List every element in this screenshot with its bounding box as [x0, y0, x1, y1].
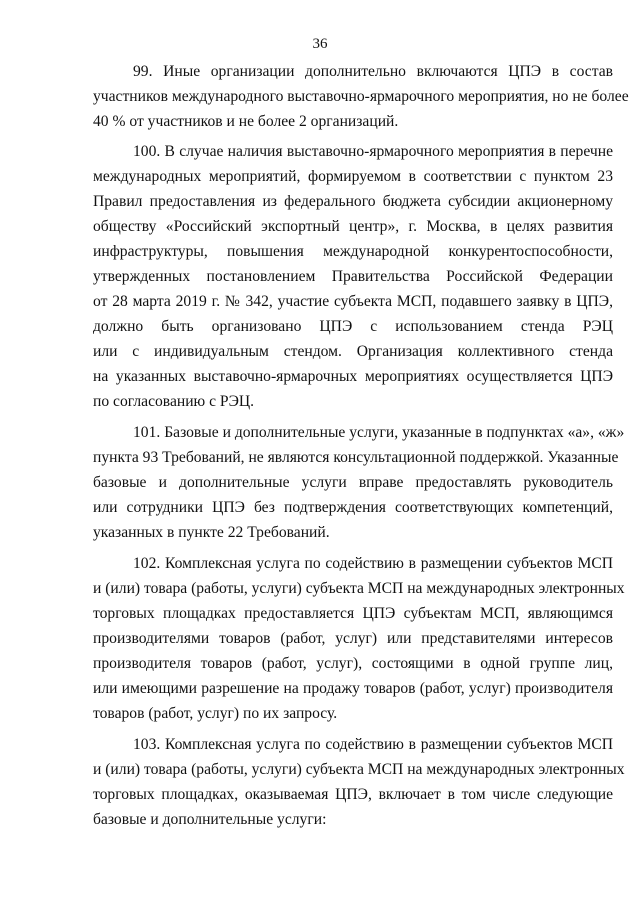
paragraph-100-line-9: или с индивидуальным стендом. Организация коллективного стенда — [93, 343, 613, 360]
paragraph-101-line-1: 101. Базовые и дополнительные услуги, указанные в подпунктах «а», «ж» — [133, 424, 625, 441]
paragraph-100-line-8: должно быть организовано ЦПЭ с использованием стенда РЭЦ — [93, 318, 613, 335]
paragraph-99-line-3: 40 % от участников и не более 2 организаций. — [93, 113, 399, 130]
paragraph-102-line-1: 102. Комплексная услуга по содействию в размещении субъектов МСП — [133, 555, 613, 572]
paragraph-101-line-3: базовые и дополнительные услуги вправе предоставлять руководитель — [93, 474, 613, 491]
paragraph-101-line-2: пункта 93 Требований, не являются консультационной поддержкой. Указанные — [93, 449, 619, 466]
paragraph-102-line-3: торговых площадках предоставляется ЦПЭ субъектам МСП, являющимся — [93, 605, 613, 622]
paragraph-99-line-2: участников международного выставочно-ярмарочного мероприятия, но не более — [93, 88, 629, 105]
paragraph-102-line-5: производителя товаров (работ, услуг), состоящими в одной группе лиц, — [93, 655, 613, 672]
paragraph-100-line-6: утвержденных постановлением Правительства Российской Федерации — [93, 268, 613, 285]
paragraph-102-line-6: или имеющими разрешение на продажу товаров (работ, услуг) производителя — [93, 680, 613, 697]
paragraph-99-line-1: 99. Иные организации дополнительно включаются ЦПЭ в состав — [133, 63, 613, 80]
paragraph-100-line-10: на указанных выставочно-ярмарочных мероприятиях осуществляется ЦПЭ — [93, 368, 613, 385]
paragraph-100-line-7: от 28 марта 2019 г. № 342, участие субъекта МСП, подавшего заявку в ЦПЭ, — [93, 293, 613, 310]
paragraph-100-line-4: обществу «Российский экспортный центр», г. Москва, в целях развития — [93, 218, 613, 235]
paragraph-100-line-1: 100. В случае наличия выставочно-ярмарочного мероприятия в перечне — [133, 143, 613, 160]
paragraph-102-line-4: производителями товаров (работ, услуг) или представителями интересов — [93, 630, 613, 647]
paragraph-103-line-1: 103. Комплексная услуга по содействию в размещении субъектов МСП — [133, 736, 613, 753]
paragraph-102-line-7: товаров (работ, услуг) по их запросу. — [93, 705, 338, 722]
paragraph-100-line-3: Правил предоставления из федерального бюджета субсидии акционерному — [93, 193, 613, 210]
paragraph-103-line-4: базовые и дополнительные услуги: — [93, 811, 327, 828]
paragraph-103-line-3: торговых площадках, оказываемая ЦПЭ, включает в том числе следующие — [93, 786, 613, 803]
page-number: 36 — [312, 36, 328, 52]
paragraph-100-line-5: инфраструктуры, повышения международной конкурентоспособности, — [93, 243, 613, 260]
paragraph-100-line-2: международных мероприятий, формируемом в соответствии с пунктом 23 — [93, 168, 613, 185]
paragraph-102-line-2: и (или) товара (работы, услуги) субъекта МСП на международных электронных — [93, 580, 625, 597]
paragraph-100-line-11: по согласованию с РЭЦ. — [93, 393, 255, 410]
paragraph-101-line-5: указанных в пункте 22 Требований. — [93, 524, 330, 541]
paragraph-101-line-4: или сотрудники ЦПЭ без подтверждения соответствующих компетенций, — [93, 499, 613, 516]
paragraph-103-line-2: и (или) товара (работы, услуги) субъекта МСП на международных электронных — [93, 761, 625, 778]
